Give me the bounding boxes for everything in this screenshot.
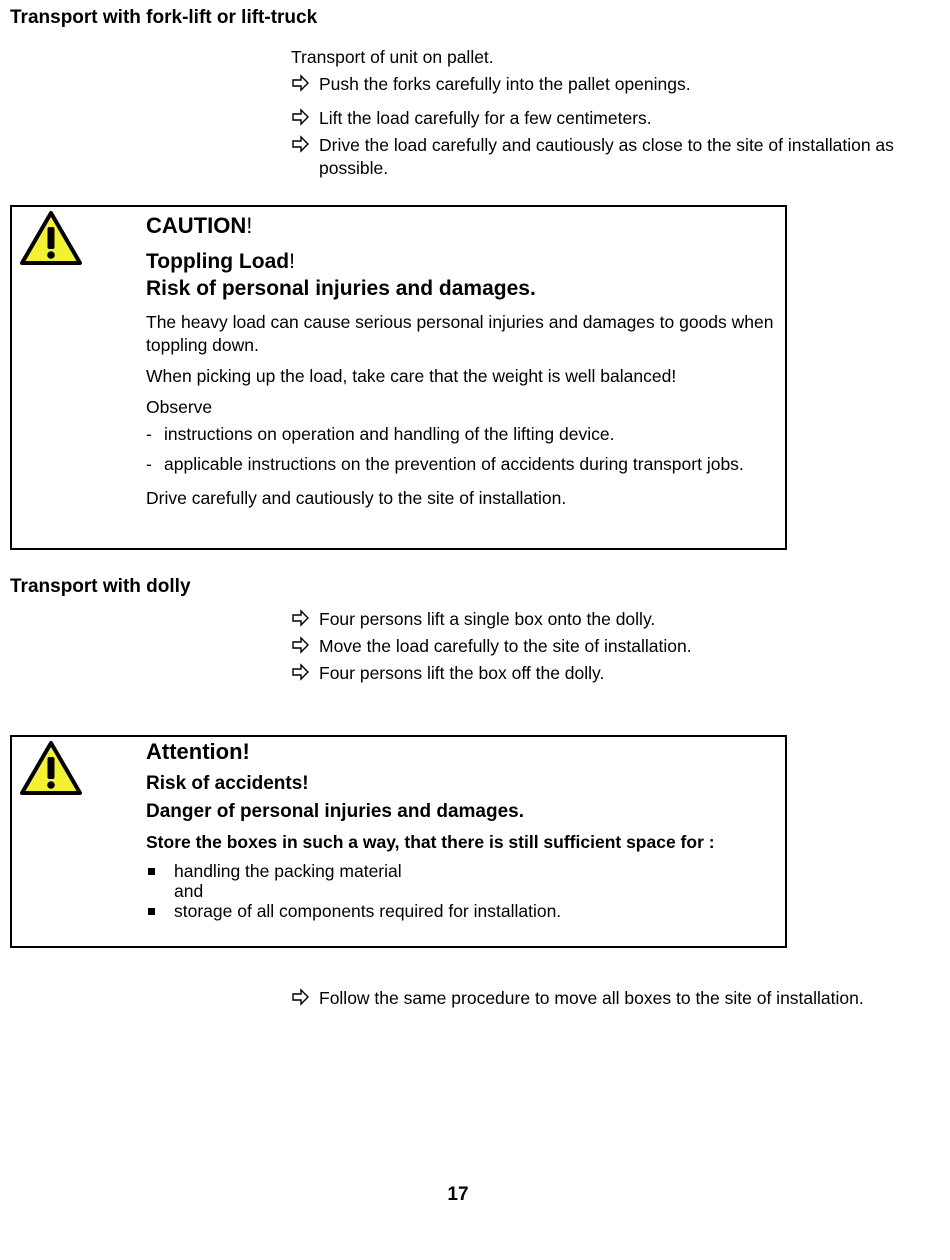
step-item: [291, 987, 911, 1010]
caution-subtitle: Toppling Load!: [146, 250, 295, 273]
step-text: Push the forks carefully into the pallet openings.: [319, 74, 691, 94]
caution-paragraph: When picking up the load, take care that the weight is well balanced!: [146, 366, 677, 386]
step-item: [291, 107, 911, 130]
arrow-right-icon: [291, 662, 311, 682]
arrow-right-icon: [291, 635, 311, 655]
arrow-right-icon: [291, 608, 311, 628]
caution-closing: Drive carefully and cautiously to the site of installation.: [146, 488, 567, 508]
step-text: Lift the load carefully for a few centimeters.: [319, 108, 652, 128]
step-item: [291, 608, 911, 631]
section-heading-dolly: Transport with dolly: [10, 576, 191, 597]
arrow-right-icon: [291, 134, 311, 154]
list-item: storage of all components required for installation.: [146, 901, 775, 921]
attention-subtitle-2: Danger of personal injuries and damages.: [146, 801, 524, 822]
warning-triangle-icon: [18, 739, 84, 799]
attention-subtitle: Risk of accidents!: [146, 773, 309, 794]
pallet-intro: Transport of unit on pallet.: [291, 47, 494, 67]
caution-title: CAUTION!: [146, 213, 253, 238]
step-item: [291, 662, 911, 685]
arrow-right-icon: [291, 987, 311, 1007]
step-text: Four persons lift a single box onto the dolly.: [319, 609, 656, 629]
page-number: 17: [447, 1184, 469, 1205]
section-heading-forklift: Transport with fork-lift or lift-truck: [10, 7, 318, 28]
list-item: - instructions on operation and handling of the lifting device.: [146, 424, 615, 444]
attention-title: Attention!: [146, 739, 250, 764]
list-connector: and: [174, 881, 204, 901]
caution-paragraph: The heavy load can cause serious personal injuries and damages to goods when toppling down.: [146, 312, 774, 355]
attention-box: [10, 735, 787, 948]
warning-triangle-icon: [18, 209, 84, 269]
observe-label: Observe: [146, 397, 213, 417]
arrow-right-icon: [291, 73, 311, 93]
caution-subtitle-2: Risk of personal injuries and damages.: [146, 277, 536, 300]
step-text: Move the load carefully to the site of installation.: [319, 636, 692, 656]
bullet-square-icon: [148, 868, 155, 875]
step-text: Four persons lift the box off the dolly.: [319, 663, 605, 683]
step-item: [291, 73, 911, 96]
step-item: [291, 635, 911, 658]
bullet-square-icon: [148, 908, 155, 915]
attention-lead: Store the boxes in such a way, that there is still sufficient space for :: [146, 832, 715, 852]
step-text: Follow the same procedure to move all boxes to the site of installation.: [319, 988, 864, 1008]
list-item: - applicable instructions on the prevention of accidents during transport jobs.: [146, 454, 744, 474]
step-item: [291, 134, 901, 180]
list-item: handling the packing material: [146, 861, 775, 881]
caution-box: [10, 205, 787, 550]
step-text: Drive the load carefully and cautiously as close to the site of installation as possible.: [319, 135, 894, 178]
arrow-right-icon: [291, 107, 311, 127]
